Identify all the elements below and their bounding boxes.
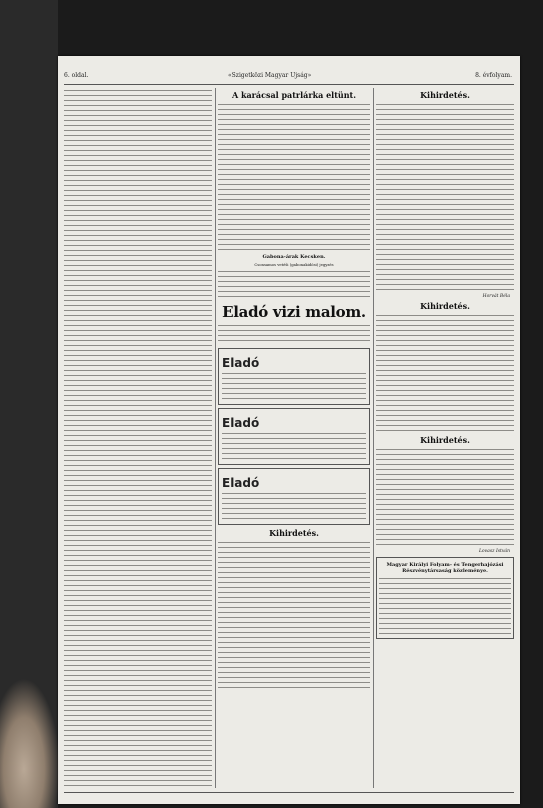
table-subtitle: Csonsamos vetéši (gabonakidósi) jegyzés	[254, 262, 334, 267]
newspaper-page	[58, 56, 520, 804]
column-separator-1	[215, 88, 216, 788]
kiirdetes-1-text	[376, 102, 514, 292]
vizi-malom-headline: Eladó vizi malom.	[222, 303, 366, 321]
bank-notice-title: Magyar Királyi Folyam- és Tengerhajózási Részvénytársaság közleménye.	[386, 562, 504, 574]
ad-title-3: Eladó	[222, 476, 260, 490]
kiirdetes-2-text	[376, 313, 514, 433]
thumb-shadow	[0, 678, 60, 808]
ad-title-2: Eladó	[222, 416, 260, 430]
page-number-right: 8. évfolyam.	[475, 72, 512, 79]
kiirdetes-col2-text	[218, 540, 370, 690]
column-1	[64, 88, 212, 788]
ad-title-1: Eladó	[222, 356, 260, 370]
ad-box-1	[218, 348, 370, 405]
kiirdetes-2: Kihirdetés.	[420, 301, 470, 311]
malom-ad-text	[218, 323, 370, 345]
article-text	[218, 102, 370, 252]
page-header	[58, 72, 520, 84]
kiirdetes-1: Kihirdetés.	[420, 90, 470, 100]
header-rule	[64, 84, 514, 85]
signature-1: Horvát Béla	[482, 294, 510, 299]
bank-notice-box	[376, 557, 514, 639]
kiirdetes-col2: Kihirdetés.	[269, 528, 319, 538]
column-1-text	[64, 88, 212, 788]
headline-patriarka: A karácsal patrlárka eltünt.	[231, 90, 357, 100]
kiirdetes-3: Kihirdetés.	[420, 435, 470, 445]
kiirdetes-3-text	[376, 447, 514, 547]
column-3	[376, 88, 514, 788]
column-2	[218, 88, 370, 788]
page-number-left: 6. oldal.	[64, 72, 89, 79]
ad-box-3	[218, 468, 370, 525]
grain-price-table	[218, 269, 370, 301]
column-separator-2	[373, 88, 374, 788]
newspaper-title: «Szigetközi Magyar Ujság»	[228, 72, 312, 79]
signature-2: Lovasz István	[478, 549, 510, 554]
ad-box-2	[218, 408, 370, 465]
footer-rule	[64, 792, 514, 793]
table-title: Gabona-árak Kecsken.	[262, 254, 326, 260]
